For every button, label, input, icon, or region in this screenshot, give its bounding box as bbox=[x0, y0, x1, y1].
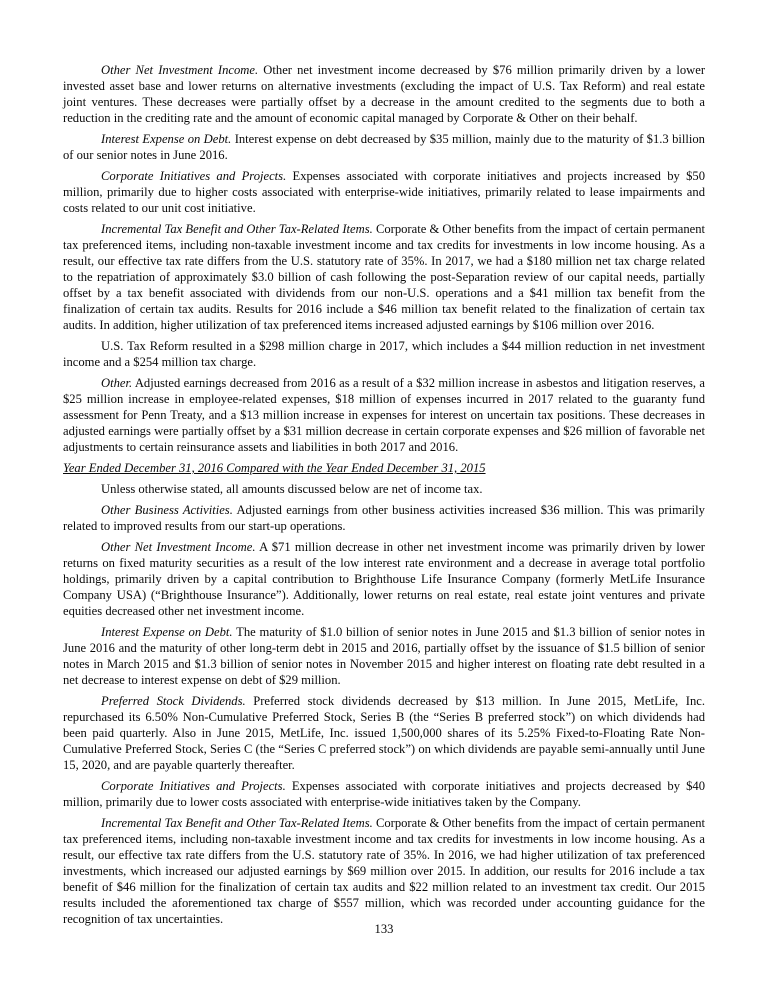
paragraph bbox=[63, 815, 705, 927]
paragraph-text: Adjusted earnings from other business activities increased $36 million. This was primarily related to improved results from our start-up operations. bbox=[63, 503, 705, 533]
paragraph bbox=[63, 778, 705, 810]
paragraph-lead: Other Business Activities. bbox=[101, 503, 233, 517]
paragraph-text: U.S. Tax Reform resulted in a $298 million charge in 2017, which includes a $44 million reduction in net investment income and a $254 million tax charge. bbox=[63, 339, 705, 369]
page-body bbox=[63, 62, 705, 932]
paragraph-lead: Other. bbox=[101, 376, 133, 390]
paragraph bbox=[63, 221, 705, 333]
paragraph bbox=[63, 338, 705, 370]
paragraph-lead: Incremental Tax Benefit and Other Tax-Related Items. bbox=[101, 222, 373, 236]
paragraph-text: Interest expense on debt decreased by $35 million, mainly due to the maturity of $1.3 billion of our senior notes in June 2016. bbox=[63, 132, 705, 162]
paragraph-lead: Interest Expense on Debt. bbox=[101, 132, 232, 146]
paragraph-lead: Corporate Initiatives and Projects. bbox=[101, 779, 286, 793]
paragraph-text: Other net investment income decreased by $76 million primarily driven by a lower invested asset base and lower returns on alternative investments (excluding the impact of U.S. Tax Reform) and real estate joint ventures. These decreases were partially offset by a decrease in the amount credited to the segments due to both a reduction in the crediting rate and the amount of economic capital managed by Corporate & Other on their behalf. bbox=[63, 63, 706, 125]
paragraph-text: Unless otherwise stated, all amounts discussed below are net of income tax. bbox=[101, 482, 483, 496]
paragraph-text: Adjusted earnings decreased from 2016 as a result of a $32 million increase in asbestos and litigation reserves, a $25 million increase in employee-related expenses, $18 million of expenses incurred in 2017 related to the guaranty fund assessment for Penn Treaty, and a $13 million increase in expenses for interest on uncertain tax positions. These decreases in adjusted earnings were partially offset by a $31 million decrease in certain corporate expenses and $26 million of favorable net adjustments to certain reinsurance assets and liabilities in both 2017 and 2016. bbox=[63, 376, 705, 454]
paragraph-text: Corporate & Other benefits from the impact of certain permanent tax preferenced items, including non-taxable investment income and tax credits for investments in low income housing. As a result, our effective tax rate differs from the U.S. statutory rate of 35%. In 2017, we had a $180 million net tax charge related to the repatriation of approximately $3.0 billion of cash following the post-Separation review of our capital needs, partially offset by a tax benefit associated with dividends from our non-U.S. operations and a $41 million tax benefit from the finalization of certain tax audits. Results for 2016 include a $46 million tax benefit related to the finalization of certain tax audits. In addition, higher utilization of tax preferenced items increased adjusted earnings by $106 million over 2016. bbox=[63, 222, 706, 332]
paragraph-lead: Corporate Initiatives and Projects. bbox=[101, 169, 287, 183]
paragraph-text: The maturity of $1.0 billion of senior notes in June 2015 and $1.3 billion of senior notes in June 2016 and the maturity of other long-term debt in 2015 and 2016, partially offset by the issuance of $1.5 billion of senior notes in March 2015 and $1.3 billion of senior notes in November 2015 and higher interest on floating rate debt resulted in a net decrease to interest expense on debt of $29 million. bbox=[63, 625, 705, 687]
paragraph-lead: Other Net Investment Income. bbox=[101, 63, 259, 77]
paragraph-text: Corporate & Other benefits from the impact of certain permanent tax preferenced items, including non-taxable investment income and tax credits for investments in low income housing. As a result, our effective tax rate differs from the U.S. statutory rate of 35%. In 2016, we had higher utilization of tax preferenced investments, which increased our adjusted earnings by $69 million over 2015. In addition, our results for 2016 include a tax benefit of $46 million for the finalization of certain tax audits and $22 million related to an investment tax credit. Our 2015 results included the aforementioned tax charge of $557 million, which was recorded under accounting guidance for the recognition of tax uncertainties. bbox=[63, 816, 706, 926]
paragraph-lead: Incremental Tax Benefit and Other Tax-Related Items. bbox=[101, 816, 373, 830]
paragraph bbox=[63, 624, 705, 688]
paragraph-lead: Interest Expense on Debt. bbox=[101, 625, 233, 639]
paragraph bbox=[63, 131, 705, 163]
paragraph-text: Expenses associated with corporate initiatives and projects decreased by $40 million, primarily due to lower costs associated with enterprise-wide initiatives taken by the Company. bbox=[63, 779, 705, 809]
paragraph-text: A $71 million decrease in other net investment income was primarily driven by lower returns on fixed maturity securities as a result of the low interest rate environment and a decrease in average total portfolio holdings, primarily driven by a capital contribution to Brighthouse Life Insurance Company (formerly MetLife Insurance Company USA) (“Brighthouse Insurance”). Additionally, lower returns on real estate, real estate joint ventures and private equities decreased other net investment income. bbox=[63, 540, 705, 618]
paragraph-text: Expenses associated with corporate initiatives and projects increased by $50 million, primarily due to higher costs associated with enterprise-wide initiatives, primarily related to lease impairments and costs related to our unit cost initiative. bbox=[63, 169, 705, 215]
paragraph bbox=[63, 168, 705, 216]
paragraph-lead: Preferred Stock Dividends. bbox=[101, 694, 246, 708]
paragraph bbox=[63, 62, 705, 126]
section-heading: Year Ended December 31, 2016 Compared with the Year Ended December 31, 2015 bbox=[63, 461, 486, 475]
paragraph-text: Preferred stock dividends decreased by $13 million. In June 2015, MetLife, Inc. repurchased its 6.50% Non-Cumulative Preferred Stock, Series B (the “Series B preferred stock”) on which dividends had been paid quarterly. Also in June 2015, MetLife, Inc. issued 1,500,000 shares of its 5.25% Fixed-to-Floating Rate Non-Cumulative Preferred Stock, Series C (the “Series C preferred stock”) on which dividends are payable semi-annually until June 15, 2020, and are payable quarterly thereafter. bbox=[63, 694, 705, 772]
page-number: 133 bbox=[374, 922, 394, 936]
paragraph-lead: Other Net Investment Income. bbox=[101, 540, 256, 554]
paragraph bbox=[63, 539, 705, 619]
paragraph bbox=[63, 375, 705, 455]
paragraph bbox=[63, 693, 705, 773]
paragraph bbox=[63, 502, 705, 534]
paragraph bbox=[63, 481, 705, 497]
